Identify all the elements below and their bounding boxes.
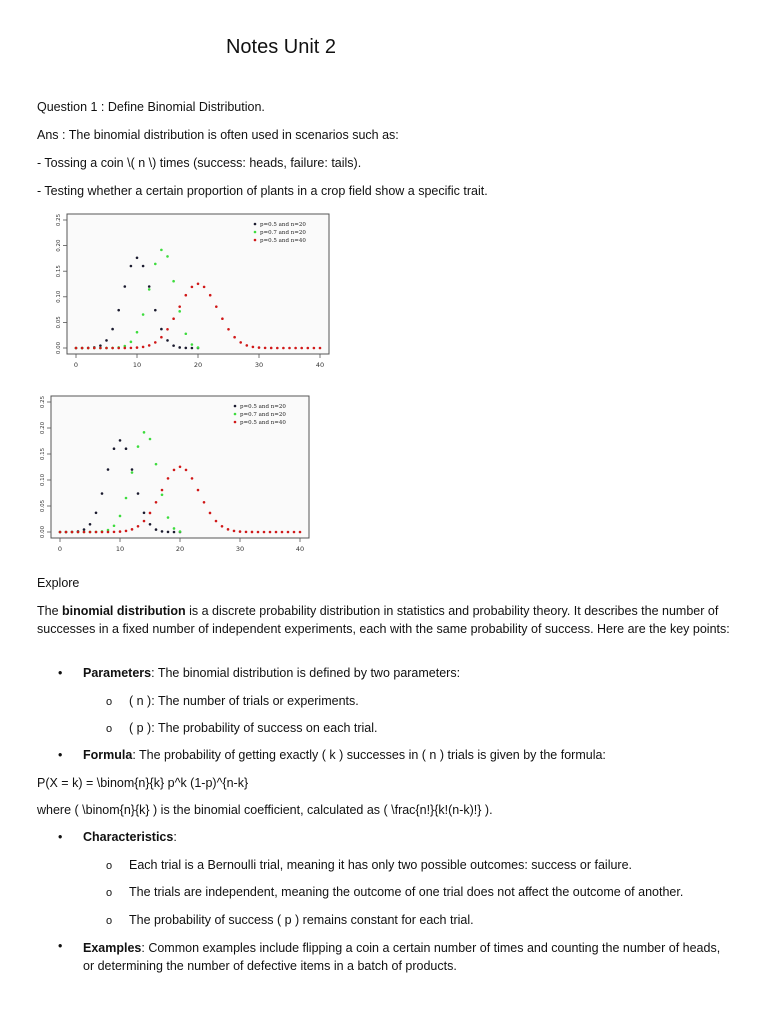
x-tick-label: 40 <box>315 361 325 369</box>
bullet-parameters: • <box>58 666 63 680</box>
characteristic-2: The trials are independent, meaning the outcome of one trial does not affect the outcome of another. <box>129 885 684 899</box>
binomial-chart-2-svg <box>37 392 313 564</box>
data-point <box>161 489 164 492</box>
data-point <box>125 447 128 450</box>
data-point <box>125 497 128 500</box>
sub-bullet-char-2: o <box>106 887 113 899</box>
data-point <box>179 466 182 469</box>
data-point <box>71 531 74 534</box>
data-point <box>209 294 212 297</box>
data-point <box>293 531 296 534</box>
data-point <box>294 347 297 350</box>
examples-label: Examples <box>83 941 142 955</box>
data-point <box>288 347 291 350</box>
data-point <box>275 531 278 534</box>
explore-heading: Explore <box>37 576 80 590</box>
data-point <box>299 531 302 534</box>
data-point <box>148 344 151 347</box>
x-tick-label: 0 <box>73 361 79 369</box>
legend-marker <box>234 413 237 416</box>
data-point <box>81 347 84 350</box>
data-point <box>117 347 120 350</box>
data-point <box>119 439 122 442</box>
legend-label: p=0.7 and n=20 <box>260 230 306 236</box>
data-point <box>191 286 194 289</box>
sub-bullet-n: o <box>106 696 113 708</box>
x-tick-label: 30 <box>235 545 245 553</box>
intro-before: The <box>37 604 63 618</box>
data-point <box>166 339 169 342</box>
data-point <box>95 511 98 514</box>
data-point <box>203 501 206 504</box>
scenario-coin: - Tossing a coin \( n \) times (success: heads, failure: tails). <box>37 156 362 170</box>
examples-text: : Common examples include flipping a coin a certain number of times and counting the number of heads, or determining the number of defective items in a batch of products. <box>83 941 721 973</box>
data-point <box>143 511 146 514</box>
data-point <box>191 477 194 480</box>
x-tick-label: 20 <box>175 545 185 553</box>
data-point <box>307 347 310 350</box>
data-point <box>142 346 145 349</box>
formula-item <box>83 748 606 762</box>
legend-label: p=0.5 and n=40 <box>260 238 306 244</box>
data-point <box>246 344 249 347</box>
data-point <box>130 341 133 344</box>
data-point <box>270 347 273 350</box>
parameters-label: Parameters <box>83 666 152 680</box>
data-point <box>287 531 290 534</box>
param-n: ( n ): The number of trials or experiments. <box>129 694 359 708</box>
data-point <box>113 524 116 527</box>
data-point <box>251 531 254 534</box>
bullet-examples: • <box>58 939 63 953</box>
data-point <box>227 528 230 531</box>
data-point <box>131 468 134 471</box>
formula-text: : The probability of getting exactly ( k ) successes in ( n ) trials is given by the formula: <box>132 748 606 762</box>
data-point <box>142 313 145 316</box>
data-point <box>130 265 133 268</box>
data-point <box>75 347 78 350</box>
data-point <box>99 344 102 347</box>
data-point <box>155 528 158 531</box>
y-tick-label: 0.20 <box>40 421 46 435</box>
data-point <box>252 346 255 349</box>
data-point <box>282 347 285 350</box>
x-tick-label: 40 <box>295 545 305 553</box>
data-point <box>257 531 260 534</box>
data-point <box>197 489 200 492</box>
data-point <box>101 492 104 495</box>
y-tick-label: 0.25 <box>40 395 46 409</box>
binomial-chart-1 <box>37 208 333 380</box>
legend-marker <box>254 239 257 242</box>
data-point <box>136 346 139 349</box>
data-point <box>233 530 236 533</box>
data-point <box>149 512 152 515</box>
data-point <box>209 512 212 515</box>
data-point <box>245 531 248 534</box>
sub-bullet-char-1: o <box>106 860 113 872</box>
intro-term: binomial distribution <box>62 604 186 618</box>
data-point <box>161 493 164 496</box>
data-point <box>178 346 181 349</box>
data-point <box>221 525 224 528</box>
data-point <box>167 531 170 534</box>
data-point <box>281 531 284 534</box>
scenario-plants: - Testing whether a certain proportion of plants in a crop field show a specific trait. <box>37 184 488 198</box>
data-point <box>319 347 322 350</box>
data-point <box>137 492 140 495</box>
data-point <box>178 310 181 313</box>
parameters-text: : The binomial distribution is defined by two parameters: <box>151 666 461 680</box>
y-tick-label: 0.05 <box>56 316 62 329</box>
data-point <box>154 341 157 344</box>
data-point <box>124 347 127 350</box>
question-heading: Question 1 : Define Binomial Distribution. <box>37 100 265 114</box>
data-point <box>65 531 68 534</box>
data-point <box>149 523 152 526</box>
data-point <box>166 255 169 258</box>
coefficient-line: where ( \binom{n}{k} ) is the binomial coefficient, calculated as ( \frac{n!}{k!(n-k)!} ). <box>37 803 493 817</box>
data-point <box>89 523 92 526</box>
examples-item <box>83 939 723 975</box>
data-point <box>131 471 134 474</box>
data-point <box>269 531 272 534</box>
data-point <box>264 347 267 350</box>
y-tick-label: 0.25 <box>56 213 62 227</box>
y-tick-label: 0.15 <box>40 447 46 461</box>
data-point <box>119 515 122 518</box>
data-point <box>160 336 163 339</box>
data-point <box>179 530 182 533</box>
data-point <box>221 317 224 320</box>
data-point <box>185 347 188 350</box>
legend-marker <box>254 223 257 226</box>
x-tick-label: 30 <box>254 361 264 369</box>
x-tick-label: 0 <box>57 545 63 553</box>
data-point <box>239 530 242 533</box>
data-point <box>59 531 62 534</box>
data-point <box>203 286 206 289</box>
data-point <box>263 531 266 534</box>
legend-label: p=0.5 and n=20 <box>260 222 306 228</box>
data-point <box>143 431 146 434</box>
data-point <box>161 530 164 533</box>
legend-label: p=0.7 and n=20 <box>240 412 286 418</box>
data-point <box>197 346 200 349</box>
data-point <box>113 447 116 450</box>
legend-label: p=0.5 and n=20 <box>240 404 286 410</box>
parameters-item <box>83 666 460 680</box>
intro-paragraph <box>37 602 737 638</box>
data-point <box>142 265 145 268</box>
legend-marker <box>234 405 237 408</box>
data-point <box>173 527 176 530</box>
data-point <box>167 477 170 480</box>
characteristic-1: Each trial is a Bernoulli trial, meaning it has only two possible outcomes: success or failure. <box>129 858 633 872</box>
data-point <box>93 347 96 350</box>
data-point <box>77 531 80 534</box>
page-title: Notes Unit 2 <box>225 36 337 58</box>
formula-line: P(X = k) = \binom{n}{k} p^k (1-p)^{n-k} <box>37 776 249 790</box>
data-point <box>148 285 151 288</box>
characteristic-3: The probability of success ( p ) remains constant for each trial. <box>129 913 474 927</box>
data-point <box>107 531 110 534</box>
y-tick-label: 0.05 <box>40 499 46 513</box>
data-point <box>83 531 86 534</box>
data-point <box>166 328 169 331</box>
data-point <box>239 341 242 344</box>
data-point <box>101 531 104 534</box>
data-point <box>107 468 110 471</box>
data-point <box>276 347 279 350</box>
data-point <box>125 530 128 533</box>
data-point <box>87 347 90 350</box>
data-point <box>117 309 120 312</box>
data-point <box>136 256 139 259</box>
data-point <box>105 347 108 350</box>
data-point <box>160 249 163 252</box>
data-point <box>155 501 158 504</box>
data-point <box>113 531 116 534</box>
y-tick-label: 0.00 <box>40 525 46 539</box>
data-point <box>130 347 133 350</box>
data-point <box>313 347 316 350</box>
data-point <box>227 328 230 331</box>
x-tick-label: 10 <box>115 545 125 553</box>
x-tick-label: 10 <box>132 361 142 369</box>
intro-after: is a discrete probability distribution in statistics and probability theory. It describes the number of successes in a fixed number of independent experiments, each with the same probability of success. Here are the key points: <box>37 604 730 636</box>
characteristics-label: Characteristics <box>83 830 174 844</box>
data-point <box>137 525 140 528</box>
data-point <box>197 283 200 286</box>
data-point <box>99 347 102 350</box>
data-point <box>300 347 303 350</box>
data-point <box>178 305 181 308</box>
data-point <box>172 344 175 347</box>
x-tick-label: 20 <box>193 361 203 369</box>
data-point <box>111 347 114 350</box>
data-point <box>154 263 157 266</box>
data-point <box>167 516 170 519</box>
data-point <box>160 328 163 331</box>
data-point <box>172 280 175 283</box>
data-point <box>191 343 194 346</box>
y-tick-label: 0.15 <box>56 265 62 278</box>
characteristics-text: : <box>173 830 177 844</box>
data-point <box>148 288 151 291</box>
legend-marker <box>254 231 257 234</box>
data-point <box>105 339 108 342</box>
y-tick-label: 0.00 <box>56 341 62 355</box>
data-point <box>215 520 218 523</box>
data-point <box>131 528 134 531</box>
data-point <box>258 346 261 349</box>
data-point <box>155 463 158 466</box>
characteristics-item <box>83 830 177 844</box>
data-point <box>89 531 92 534</box>
data-point <box>149 438 152 441</box>
legend-label: p=0.5 and n=40 <box>240 420 286 426</box>
data-point <box>95 531 98 534</box>
data-point <box>173 469 176 472</box>
y-tick-label: 0.10 <box>40 473 46 487</box>
data-point <box>185 332 188 335</box>
data-point <box>191 347 194 350</box>
data-point <box>173 531 176 534</box>
data-point <box>172 317 175 320</box>
data-point <box>137 445 140 448</box>
bullet-characteristics: • <box>58 830 63 844</box>
data-point <box>119 530 122 533</box>
answer-intro: Ans : The binomial distribution is often used in scenarios such as: <box>37 128 399 142</box>
data-point <box>215 305 218 308</box>
y-tick-label: 0.20 <box>56 239 62 252</box>
data-point <box>233 336 236 339</box>
formula-label: Formula <box>83 748 133 762</box>
data-point <box>136 331 139 334</box>
data-point <box>83 528 86 531</box>
data-point <box>111 328 114 331</box>
binomial-chart-2 <box>37 392 313 564</box>
bullet-formula: • <box>58 748 63 762</box>
y-tick-label: 0.10 <box>56 290 62 303</box>
sub-bullet-p: o <box>106 723 113 735</box>
data-point <box>143 520 146 523</box>
data-point <box>185 469 188 472</box>
binomial-chart-1-svg <box>37 208 333 380</box>
data-point <box>185 294 188 297</box>
param-p: ( p ): The probability of success on each trial. <box>129 721 378 735</box>
data-point <box>154 309 157 312</box>
legend-marker <box>234 421 237 424</box>
data-point <box>124 285 127 288</box>
sub-bullet-char-3: o <box>106 915 113 927</box>
